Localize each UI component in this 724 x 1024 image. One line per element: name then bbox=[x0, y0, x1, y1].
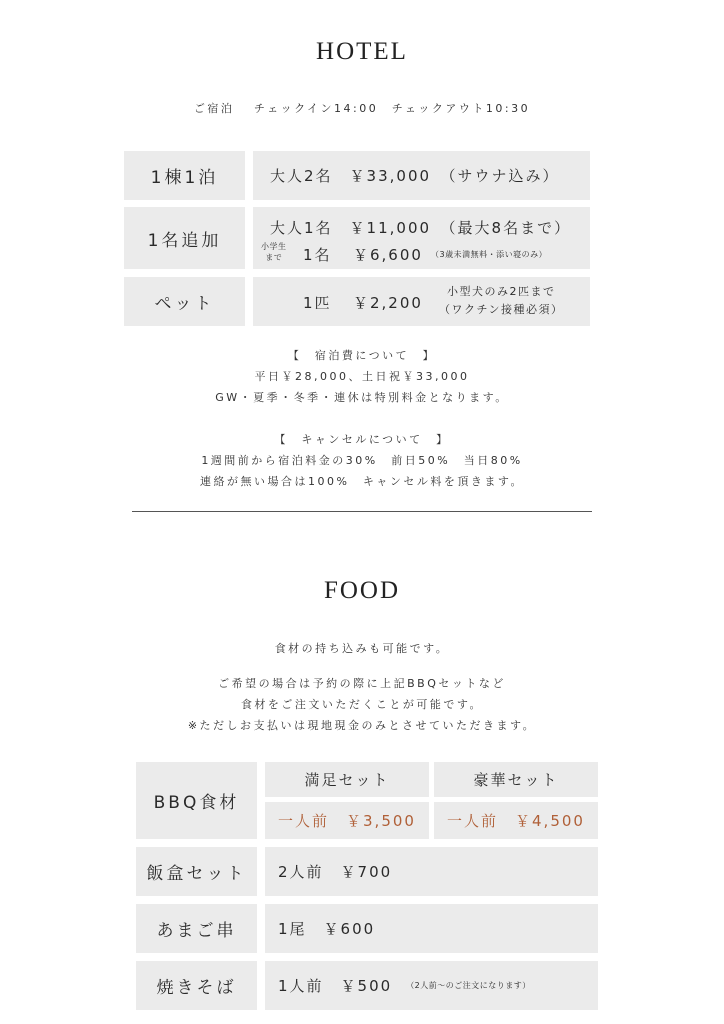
food-intro-1: 食材の持ち込みも可能です。 bbox=[274, 642, 450, 655]
rice-set-price: 2人前 ￥700 bbox=[265, 847, 598, 896]
food-intro-2: ご希望の場合は予約の際に上記BBQセットなど bbox=[218, 677, 506, 690]
add-person-label: 1名追加 bbox=[124, 207, 245, 269]
cancel-line-1: 1週間前から宿泊料金の30% 前日50% 当日80% bbox=[201, 454, 523, 467]
fee-heading: 【 宿泊費について 】 bbox=[287, 349, 437, 362]
pet-cell bbox=[253, 277, 590, 326]
amago-price: 1尾 ￥600 bbox=[265, 904, 598, 953]
fee-line-1: 平日￥28,000、土日祝￥33,000 bbox=[254, 370, 470, 383]
pet-note-line-1: 小型犬のみ2匹まで bbox=[446, 285, 556, 298]
cancel-heading: 【 キャンセルについて 】 bbox=[274, 433, 450, 446]
stay-price: 大人2名 ￥33,000 （サウナ込み） bbox=[253, 151, 590, 200]
food-intro-3: 食材をご注文いただくことが可能です。 bbox=[240, 698, 484, 711]
amago-label: あまご串 bbox=[136, 904, 257, 953]
pet-note bbox=[439, 283, 563, 319]
child-label-line-2: まで bbox=[265, 253, 283, 262]
stay-label: 1棟1泊 bbox=[124, 151, 245, 200]
bbq-set-1-price: 一人前 ￥3,500 bbox=[265, 802, 429, 839]
add-person-cell bbox=[253, 207, 590, 269]
yakisoba-label: 焼きそば bbox=[136, 961, 257, 1010]
rice-set-label: 飯盒セット bbox=[136, 847, 257, 896]
section-divider bbox=[132, 511, 592, 512]
child-label bbox=[261, 241, 287, 263]
child-price: ￥6,600 bbox=[353, 246, 423, 264]
bbq-label: BBQ食材 bbox=[136, 762, 257, 839]
yakisoba-note: （2人前～のご注文になります） bbox=[406, 981, 531, 990]
bbq-set-2-price: 一人前 ￥4,500 bbox=[434, 802, 598, 839]
pet-label: ペット bbox=[124, 277, 245, 326]
bbq-set-1-name: 満足セット bbox=[265, 762, 429, 797]
yakisoba-price: 1人前 ￥500 bbox=[278, 977, 393, 995]
hotel-title: HOTEL bbox=[316, 38, 408, 65]
pet-price: ￥2,200 bbox=[353, 294, 423, 312]
food-intro-4: ※ただしお支払いは現地現金のみとさせていただきます。 bbox=[187, 719, 537, 732]
child-note: （3歳未満無料・添い寝のみ） bbox=[431, 250, 548, 259]
add-adult-price: 大人1名 ￥11,000 （最大8名まで） bbox=[270, 219, 572, 237]
fee-line-2: GW・夏季・冬季・連休は特別料金となります。 bbox=[215, 391, 509, 404]
cancel-line-2: 連絡が無い場合は100% キャンセル料を頂きます。 bbox=[199, 475, 525, 488]
checkin-times: ご宿泊 チェックイン14:00 チェックアウト10:30 bbox=[193, 102, 531, 115]
bbq-set-2-name: 豪華セット bbox=[434, 762, 598, 797]
pet-note-line-2: （ワクチン接種必須） bbox=[439, 303, 564, 316]
food-title: FOOD bbox=[323, 577, 401, 604]
pet-count: 1匹 bbox=[303, 294, 332, 312]
child-label-line-1: 小学生 bbox=[261, 242, 287, 251]
child-count: 1名 bbox=[303, 246, 332, 264]
yakisoba-cell bbox=[265, 961, 598, 1010]
